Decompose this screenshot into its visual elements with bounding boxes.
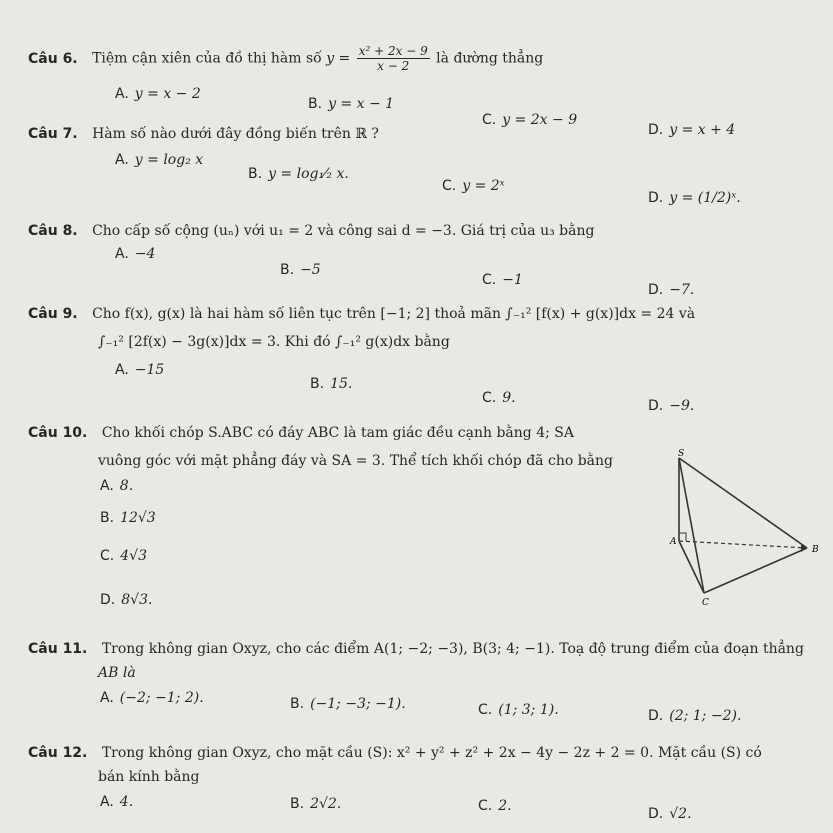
option-text: y = log₂ x (134, 152, 204, 168)
edge-sb (679, 458, 807, 548)
question-stem: Trong không gian Oxyz, cho các điểm A(1; −2; −3), B(3; 4; −1). Toạ độ trung điểm của đoạn thẳng (101, 641, 804, 657)
question-stem: Cho cấp số cộng (uₙ) với u₁ = 2 và công sai d = −3. Giá trị của u₃ bằng (92, 223, 595, 239)
option-label: D. (100, 592, 116, 608)
question-label: Câu 10. (28, 425, 88, 441)
question-stem: Trong không gian Oxyz, cho mặt cầu (S): x² + y² + z² + 2x − 4y − 2z + 2 = 0. Mặt cầu (S) có (101, 745, 762, 761)
option-a[interactable] (115, 362, 164, 378)
fraction-numerator: x² + 2x − 9 (358, 44, 428, 58)
option-d[interactable] (648, 398, 694, 414)
option-label: C. (100, 548, 115, 564)
question-stem: Cho f(x), g(x) là hai hàm số liên tục trên [−1; 2] thoả mãn ∫₋₁² [f(x) + g(x)]dx = 24 và (92, 306, 696, 322)
question-stem: bán kính bằng (98, 769, 200, 785)
option-label: D. (648, 282, 664, 298)
option-label: D. (648, 708, 664, 724)
right-angle-mark (679, 533, 686, 541)
option-label: A. (100, 478, 114, 494)
option-label: C. (482, 272, 497, 288)
option-text: −1 (502, 272, 523, 288)
option-label: B. (280, 262, 295, 278)
option-label: D. (648, 806, 664, 822)
question-stem: Hàm số nào dưới đây đồng biến trên ℝ ? (92, 126, 379, 142)
option-label: C. (442, 178, 457, 194)
question-11-line-2 (98, 664, 821, 682)
question-stem-end: là đường thẳng (436, 50, 544, 67)
option-label: A. (115, 86, 129, 102)
option-text: 8. (119, 478, 134, 494)
edge-sc (679, 458, 704, 593)
option-label: D. (648, 122, 664, 138)
option-label: B. (290, 796, 305, 812)
question-6 (28, 44, 821, 73)
option-b[interactable] (310, 376, 352, 392)
question-stem: ∫₋₁² [2f(x) − 3g(x)]dx = 3. Khi đó ∫₋₁² g(x)dx bằng (98, 334, 450, 350)
option-text: (1; 3; 1). (498, 702, 559, 718)
question-label: Câu 12. (28, 745, 88, 761)
label-c: C (702, 598, 709, 608)
option-label: B. (248, 166, 263, 182)
option-b[interactable] (290, 796, 341, 812)
option-c[interactable] (478, 702, 559, 718)
option-d[interactable] (648, 282, 694, 298)
label-s: S (678, 449, 685, 459)
option-text: 2. (498, 798, 512, 814)
question-9-line-2 (98, 333, 821, 351)
option-text: (2; 1; −2). (669, 708, 742, 724)
option-text: 15. (330, 376, 353, 392)
option-text: y = 2ˣ (462, 178, 505, 194)
option-text: y = 2x − 9 (502, 112, 578, 128)
label-b: B (812, 545, 819, 555)
question-label: Câu 9. (28, 306, 78, 322)
edge-cb (704, 548, 807, 593)
option-label: C. (482, 390, 497, 406)
question-stem: Tiệm cận xiên của đồ thị hàm số (92, 50, 327, 67)
question-label: Câu 8. (28, 223, 78, 239)
option-label: A. (115, 362, 129, 378)
option-a[interactable] (115, 86, 201, 102)
option-label: B. (310, 376, 325, 392)
option-b[interactable] (280, 262, 321, 278)
option-label: D. (648, 398, 664, 414)
option-text: 4. (119, 794, 134, 810)
option-a[interactable] (100, 690, 204, 706)
option-text: 4√3 (120, 548, 147, 564)
option-d[interactable] (648, 806, 692, 822)
question-7 (28, 125, 821, 143)
option-text: y = x − 2 (134, 86, 201, 102)
option-a[interactable] (115, 246, 155, 262)
option-label: B. (100, 510, 115, 526)
question-12-line-2 (98, 768, 821, 786)
option-text: √2. (669, 806, 692, 822)
option-d[interactable] (648, 708, 741, 724)
fraction-denominator: x − 2 (377, 59, 410, 73)
option-text: −9. (669, 398, 695, 414)
function-lhs: y = (326, 50, 351, 67)
option-text: y = x − 1 (328, 96, 395, 112)
option-label: A. (115, 246, 129, 262)
question-8 (28, 222, 821, 240)
question-12 (28, 744, 821, 762)
label-a: A (670, 537, 677, 547)
option-text: −5 (300, 262, 321, 278)
option-text: −15 (134, 362, 165, 378)
option-text: (−2; −1; 2). (119, 690, 204, 706)
option-a[interactable] (100, 478, 133, 494)
question-10-line-2 (98, 452, 653, 470)
option-label: C. (482, 112, 497, 128)
question-11 (28, 640, 821, 658)
option-b[interactable] (100, 510, 156, 526)
option-a[interactable] (115, 152, 203, 168)
pyramid-figure (662, 448, 832, 610)
option-label: C. (478, 798, 493, 814)
edge-ac (679, 541, 704, 593)
question-9 (28, 305, 821, 323)
question-stem: AB là (98, 665, 136, 681)
option-c[interactable] (478, 798, 512, 814)
question-label: Câu 11. (28, 641, 88, 657)
function-fraction (357, 44, 430, 73)
question-stem: vuông góc với mặt phẳng đáy và SA = 3. Thể tích khối chóp đã cho bằng (98, 453, 613, 469)
option-b[interactable] (290, 696, 406, 712)
question-10 (28, 424, 653, 442)
question-stem: Cho khối chóp S.ABC có đáy ABC là tam giác đều cạnh bằng 4; SA (101, 425, 574, 441)
option-label: D. (648, 190, 664, 206)
option-label: A. (100, 690, 114, 706)
option-text: −4 (134, 246, 156, 262)
option-text: 2√2. (310, 796, 342, 812)
option-label: B. (308, 96, 323, 112)
option-c[interactable] (100, 548, 147, 564)
question-label: Câu 7. (28, 126, 78, 142)
option-text: y = x + 4 (669, 122, 736, 138)
option-label: A. (100, 794, 114, 810)
option-text: 8√3. (121, 592, 153, 608)
option-c[interactable] (482, 390, 516, 406)
option-text: (−1; −3; −1). (310, 696, 406, 712)
edge-ab-hidden (679, 541, 807, 548)
option-text: −7. (669, 282, 695, 298)
option-text: y = log₁⁄₂ x. (268, 166, 349, 182)
option-b[interactable] (308, 96, 394, 112)
option-label: A. (115, 152, 129, 168)
option-b[interactable] (248, 166, 349, 182)
option-d[interactable] (100, 592, 152, 608)
option-label: B. (290, 696, 305, 712)
option-text: 9. (502, 390, 516, 406)
option-text: y = (1/2)ˣ. (669, 190, 741, 206)
option-c[interactable] (482, 272, 523, 288)
question-label: Câu 6. (28, 50, 78, 67)
option-d[interactable] (648, 190, 741, 206)
option-label: C. (478, 702, 493, 718)
option-text: 12√3 (120, 510, 156, 526)
option-c[interactable] (442, 178, 505, 194)
pyramid-diagram (662, 448, 832, 610)
option-a[interactable] (100, 794, 133, 810)
